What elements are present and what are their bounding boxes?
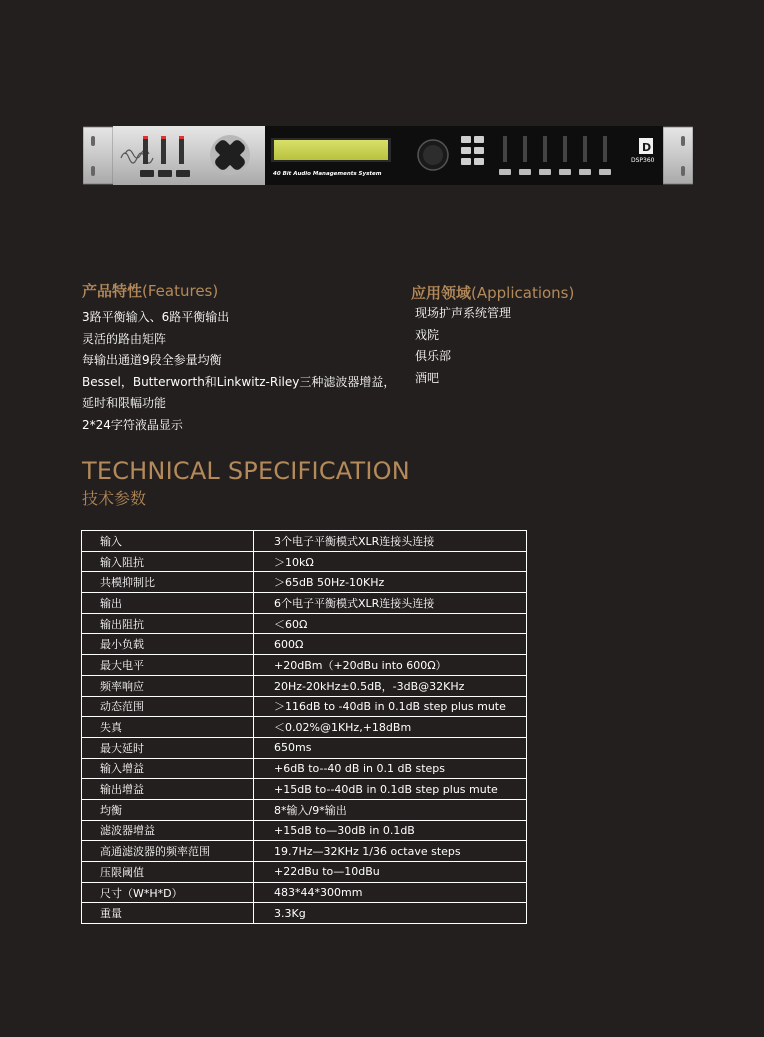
features-heading-zh: 产品特性 bbox=[82, 282, 143, 300]
table-row bbox=[82, 779, 527, 800]
device-model-text: DSP360 bbox=[631, 157, 655, 164]
feature-item: 每输出通道9段全参量均衡 bbox=[82, 353, 222, 367]
spec-value: 3个电子平衡模式XLR连接头连接 bbox=[254, 531, 527, 552]
spec-key: 输入阻抗 bbox=[82, 551, 254, 572]
applications-heading bbox=[411, 282, 574, 303]
spec-value: 600Ω bbox=[254, 634, 527, 655]
application-item: 酒吧 bbox=[415, 370, 440, 385]
applications-list bbox=[415, 303, 511, 389]
feature-item: 灵活的路由矩阵 bbox=[82, 331, 167, 346]
table-row bbox=[82, 758, 527, 779]
spec-value: 19.7Hz—32KHz 1/36 octave steps bbox=[254, 841, 527, 862]
spec-value: 20Hz-20kHz±0.5dB，-3dB@32KHz bbox=[254, 675, 527, 696]
table-row bbox=[82, 799, 527, 820]
spec-key: 高通滤波器的频率范围 bbox=[82, 841, 254, 862]
spec-key: 最小负载 bbox=[82, 634, 254, 655]
table-row bbox=[82, 551, 527, 572]
table-row bbox=[82, 675, 527, 696]
spec-key: 共模抑制比 bbox=[82, 572, 254, 593]
spec-value: 3.3Kg bbox=[254, 903, 527, 924]
table-row bbox=[82, 655, 527, 676]
spec-value: +20dBm（+20dBu into 600Ω） bbox=[254, 655, 527, 676]
spec-key: 输入增益 bbox=[82, 758, 254, 779]
spec-value: 650ms bbox=[254, 737, 527, 758]
tech-spec-title: TECHNICAL SPECIFICATION bbox=[82, 457, 410, 485]
spec-key: 最大电平 bbox=[82, 655, 254, 676]
spec-key: 输出阻抗 bbox=[82, 613, 254, 634]
device-banner-text: 40 Bit Audio Managements System bbox=[273, 171, 382, 177]
table-row bbox=[82, 572, 527, 593]
table-row bbox=[82, 613, 527, 634]
dpad-icon bbox=[210, 135, 250, 175]
spec-key: 重量 bbox=[82, 903, 254, 924]
spec-value: +6dB to--40 dB in 0.1 dB steps bbox=[254, 758, 527, 779]
spec-table bbox=[81, 530, 527, 924]
table-row bbox=[82, 593, 527, 614]
spec-key: 输出增益 bbox=[82, 779, 254, 800]
spec-key: 频率响应 bbox=[82, 675, 254, 696]
table-row bbox=[82, 717, 527, 738]
feature-item: Bessel，Butterworth和Linkwitz-Riley三种滤波器增益， bbox=[82, 374, 396, 389]
table-row bbox=[82, 531, 527, 552]
application-item: 俱乐部 bbox=[415, 349, 452, 363]
table-row bbox=[82, 903, 527, 924]
spec-key: 输入 bbox=[82, 531, 254, 552]
features-heading bbox=[82, 280, 218, 301]
spec-value: ＜0.02%@1KHz,+18dBm bbox=[254, 717, 527, 738]
spec-value: 483*44*300mm bbox=[254, 882, 527, 903]
feature-item: 2*24字符液晶显示 bbox=[82, 417, 183, 432]
applications-heading-en: (Applications) bbox=[471, 284, 575, 302]
device-front-panel-image bbox=[83, 124, 693, 187]
spec-key: 滤波器增益 bbox=[82, 820, 254, 841]
features-list bbox=[82, 307, 412, 436]
features-heading-en: (Features) bbox=[142, 282, 219, 300]
spec-value: +15dB to--40dB in 0.1dB step plus mute bbox=[254, 779, 527, 800]
spec-value: ＞65dB 50Hz-10KHz bbox=[254, 572, 527, 593]
brand-mark: D bbox=[642, 141, 652, 154]
spec-key: 均衡 bbox=[82, 799, 254, 820]
feature-item: 延时和限幅功能 bbox=[82, 396, 167, 410]
spec-key: 最大延时 bbox=[82, 737, 254, 758]
table-row bbox=[82, 696, 527, 717]
spec-key: 尺寸（W*H*D） bbox=[82, 882, 254, 903]
spec-value: 6个电子平衡模式XLR连接头连接 bbox=[254, 593, 527, 614]
spec-value: ＜60Ω bbox=[254, 613, 527, 634]
application-item: 戏院 bbox=[415, 327, 440, 342]
spec-value: +22dBu to—10dBu bbox=[254, 862, 527, 883]
spec-value: 8*输入/9*输出 bbox=[254, 799, 527, 820]
table-row bbox=[82, 862, 527, 883]
table-row bbox=[82, 634, 527, 655]
spec-value: ＞10kΩ bbox=[254, 551, 527, 572]
table-row bbox=[82, 820, 527, 841]
table-row bbox=[82, 882, 527, 903]
table-row bbox=[82, 841, 527, 862]
tech-spec-subtitle: 技术参数 bbox=[82, 489, 147, 508]
spec-value: +15dB to—30dB in 0.1dB bbox=[254, 820, 527, 841]
spec-key: 输出 bbox=[82, 593, 254, 614]
spec-key: 动态范围 bbox=[82, 696, 254, 717]
feature-item: 3路平衡输入、6路平衡输出 bbox=[82, 310, 230, 324]
table-row bbox=[82, 737, 527, 758]
application-item: 现场扩声系统管理 bbox=[415, 306, 512, 320]
spec-value: ＞116dB to -40dB in 0.1dB step plus mute bbox=[254, 696, 527, 717]
applications-heading-zh: 应用领域 bbox=[411, 284, 472, 302]
spec-key: 失真 bbox=[82, 717, 254, 738]
spec-key: 压限阈值 bbox=[82, 862, 254, 883]
